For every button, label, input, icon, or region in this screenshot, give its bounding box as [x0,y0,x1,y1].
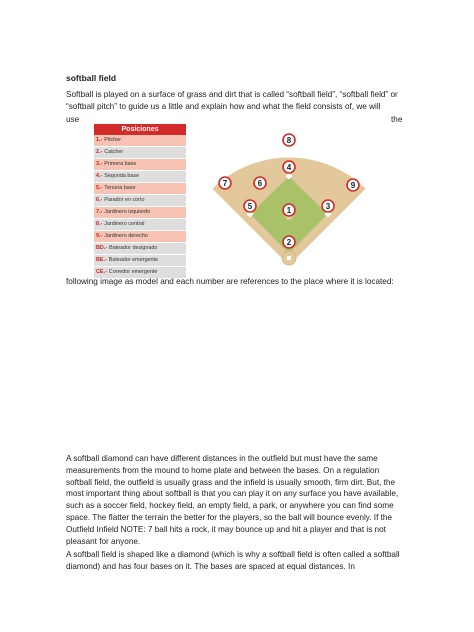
position-number: BD.- [96,245,108,251]
position-number: 7.- [96,209,103,215]
section-heading: softball field [66,73,117,83]
position-row [94,135,186,147]
position-number: 2.- [96,149,103,155]
diamond-paragraph: A softball field is shaped like a diamond (which is why a softball field is often called a softball diamond) and has four bases on it. The bases are spaced at equal distances. In [66,550,400,571]
position-row [94,255,186,267]
position-row [94,195,186,207]
position-label: Jardinero central [104,221,145,227]
position-number: 9.- [96,233,103,239]
position-label: Jardinero derecho [104,233,148,239]
position-marker-number: 5 [247,201,253,211]
positions-table-title: Posiciones [94,124,186,135]
position-row [94,207,186,219]
position-number: BE.- [96,257,107,263]
position-marker-number: 1 [286,205,292,215]
position-marker-number: 8 [286,135,292,145]
softball-field-figure [94,124,384,275]
position-label: Bateador designado [109,245,158,251]
position-number: 8.- [96,221,103,227]
field-diagram [194,124,384,272]
positions-table [94,124,186,279]
position-label: Pitcher [104,137,122,143]
position-row [94,183,186,195]
position-number: 4.- [96,173,103,179]
intro-paragraph: Softball is played on a surface of grass and dirt that is called “softball field”, “softball field” or “softball pitch” to guide us a little and explain how and what the field consists of, we will [66,90,398,111]
position-marker-number: 3 [325,201,331,211]
position-row [94,231,186,243]
position-number: 3.- [96,161,103,167]
position-label: Tercera base [104,185,136,191]
position-marker-number: 4 [286,162,292,172]
position-marker-number: 6 [257,178,263,188]
position-label: Parador en corto [104,197,145,203]
position-number: 1.- [96,137,103,143]
position-row [94,219,186,231]
position-marker-number: 9 [350,180,356,190]
position-label: Jardinero izquierdo [104,209,151,215]
position-marker-number: 2 [286,237,292,247]
position-label: Corredor emergente [108,269,158,275]
use-word: use [66,115,80,124]
position-number: CE.- [96,269,107,275]
position-number: 5.- [96,185,103,191]
position-row [94,159,186,171]
position-number: 6.- [96,197,103,203]
position-row [94,243,186,255]
position-label: Primera base [104,161,137,167]
position-label: Segunda base [104,173,140,179]
position-row [94,171,186,183]
home-plate [287,256,291,260]
position-label: Catcher [104,149,124,155]
figure-caption-paragraph: following image as model and each number are references to the place where it is located: [66,277,394,286]
position-row [94,147,186,159]
the-word: the [391,115,403,124]
position-marker-number: 7 [222,178,228,188]
outfield-paragraph: A softball diamond can have different distances in the outfield but must have the same measurements from the mound to home plate and between the bases. On a regulation softball field, the outfield is usually grass and the infield is usually smooth, firm dirt. But, the most important thing about softball is that you can play it on any surface you have available, such as a soccer field, hockey field, an empty field, a park, or anywhere you can find some space. The flatter the terrain the better for the players, so the ball will bounce evenly. If the Outfield Infield NOTE: 7 ball hits a rock, it may bounce up and hit a player and that is not pleasant for anyone. [66,454,399,546]
position-label: Bateador emergente [108,257,158,263]
